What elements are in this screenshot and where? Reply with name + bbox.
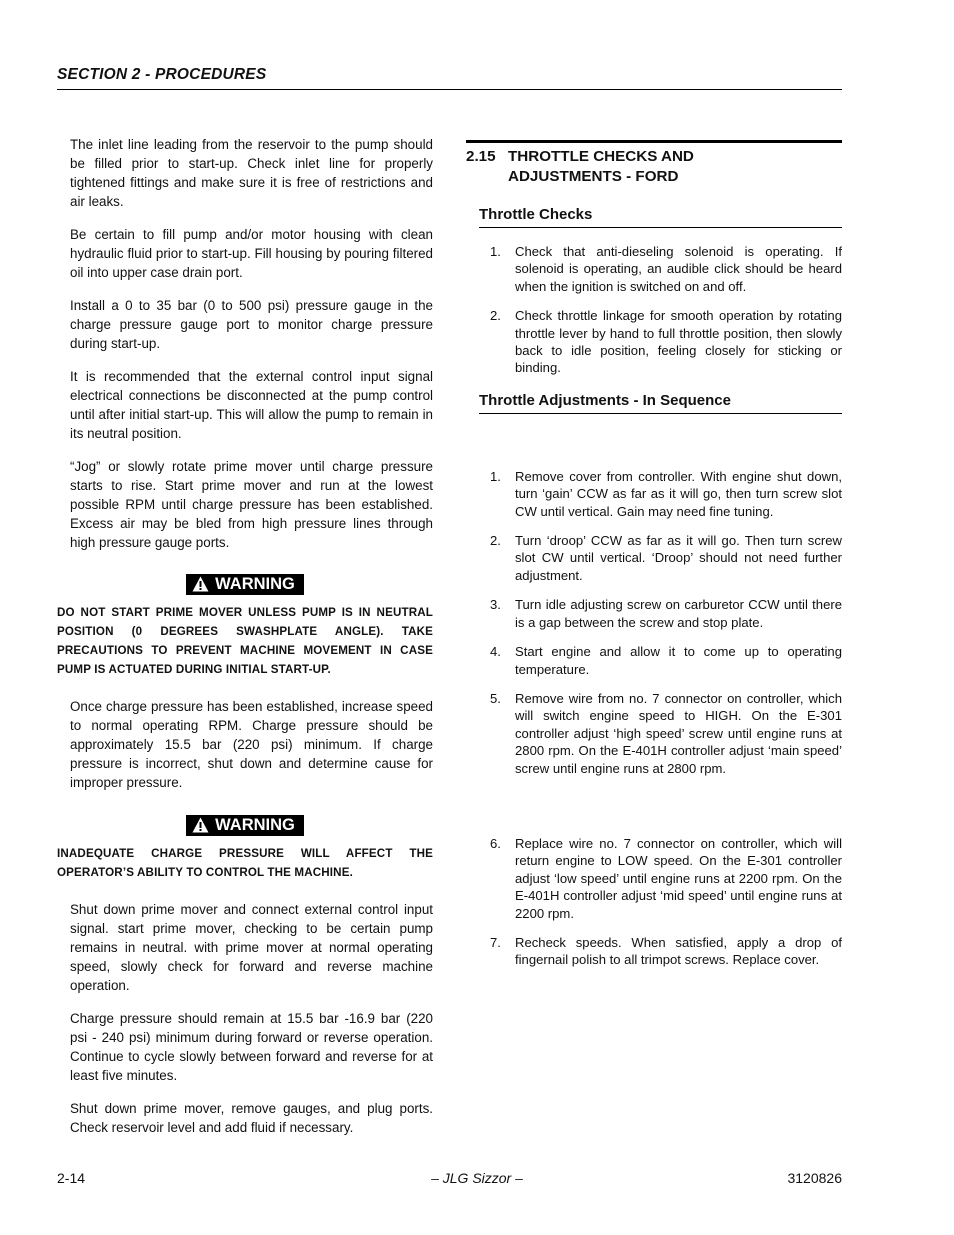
throttle-adjustments-heading: Throttle Adjustments - In Sequence	[479, 392, 842, 414]
paragraph-inlet-line: The inlet line leading from the reservoir to the pump should be filled prior to start-up. Check inlet line for properly tightened fittings and make sure it is free of restrictions and air leaks.	[70, 137, 433, 209]
warning-badge	[186, 574, 304, 595]
footer-title: – JLG Sizzor –	[431, 1170, 523, 1186]
section-heading	[466, 147, 842, 187]
list-item	[490, 468, 842, 520]
list-item	[490, 643, 842, 678]
list-item	[490, 243, 842, 295]
warning-triangle-icon	[192, 576, 209, 592]
warning-badge	[186, 815, 304, 836]
item-number: 5.	[490, 690, 501, 706]
list-item	[490, 596, 842, 631]
item-text: Recheck speeds. When satisfied, apply a drop of fingernail polish to all trimpot screws. Replace cover.	[515, 934, 842, 968]
item-number: 7.	[490, 934, 501, 950]
throttle-adjustments-list-b	[490, 835, 842, 969]
section-number: 2.15	[466, 148, 496, 165]
section-title-line2: ADJUSTMENTS - FORD	[508, 168, 679, 185]
item-text: Turn idle adjusting screw on carburetor CCW until there is a gap between the screw and stop plate.	[515, 597, 842, 630]
item-text: Start engine and allow it to come up to operating temperature.	[515, 644, 842, 677]
throttle-checks-list	[490, 243, 842, 377]
paragraph-shut-down-connect: Shut down prime mover and connect external control input signal. start prime mover, checking to be certain pump remains in neutral. with prime mover at normal operating speed, slowly check for forward and reverse machine operation.	[70, 902, 433, 993]
warning-text: DO NOT START PRIME MOVER UNLESS PUMP IS IN NEUTRAL POSITION (0 DEGREES SWASHPLATE ANGLE). TAKE PRECAUTIONS TO PREVENT MACHINE MOVEMENT IN CASE PUMP IS ACTUATED DURING INITIAL START-UP.	[57, 606, 433, 676]
warning-triangle-icon	[192, 817, 209, 833]
left-column-bottom	[70, 900, 433, 1151]
paragraph-charge-pressure: Once charge pressure has been established, increase speed to normal operating RPM. Charge pressure should be approximately 15.5 bar (220 psi) minimum. If charge pressure is incorrect, shut down and determine cause for improper pressure.	[70, 699, 433, 790]
list-item	[490, 934, 842, 969]
footer-page-number: 2-14	[57, 1170, 86, 1186]
item-number: 2.	[490, 533, 501, 549]
warning-label: WARNING	[215, 816, 295, 834]
item-number: 1.	[490, 244, 501, 259]
item-number: 3.	[490, 597, 501, 613]
throttle-checks-heading: Throttle Checks	[479, 206, 842, 228]
item-text: Remove cover from controller. With engine shut down, turn ‘gain’ CCW as far as it will go, then turn screw slot CW until vertical. Gain may need fine tuning.	[515, 468, 842, 519]
item-number: 2.	[490, 308, 501, 324]
item-text: Remove wire from no. 7 connector on controller, which will switch engine speed to HIGH. On the E-301 controller adjust ‘high speed’ screw until engine runs at 2800 rpm. On the E-401H controller adjust ‘main speed’ screw until engine runs at 2800 rpm.	[515, 690, 842, 776]
item-number: 6.	[490, 835, 501, 851]
paragraph-remove-gauges: Shut down prime mover, remove gauges, and plug ports. Check reservoir level and add fluid if necessary.	[70, 1101, 433, 1135]
footer-doc-number: 3120826	[787, 1170, 842, 1186]
item-number: 1.	[490, 468, 501, 484]
paragraph-jog-prime-mover: “Jog” or slowly rotate prime mover until charge pressure starts to rise. Start prime mover and run at the lowest possible RPM until charge pressure has been established. Excess air may be bled from high pressure lines through high pressure gauge ports.	[70, 459, 433, 550]
left-column-middle	[70, 697, 433, 806]
section-title	[508, 147, 694, 187]
section-rule	[466, 140, 842, 143]
item-text: Replace wire no. 7 connector on controller, which will return engine to LOW speed. On the E-301 controller adjust ‘low speed’ until engine runs at 2200 rpm. On the E-401H controller adjust ‘mid speed’ until engine runs at 2200 rpm.	[515, 835, 842, 921]
paragraph-charge-remain: Charge pressure should remain at 15.5 bar -16.9 bar (220 psi - 240 psi) minimum during forward or reverse operation. Continue to cycle slowly between forward and reverse for at least five minutes.	[70, 1011, 433, 1083]
section-title-line1: THROTTLE CHECKS AND	[508, 148, 694, 165]
list-item	[490, 690, 842, 777]
throttle-adjustments-list-a	[490, 468, 842, 777]
warning-block-1	[57, 574, 433, 679]
paragraph-pressure-gauge: Install a 0 to 35 bar (0 to 500 psi) pressure gauge in the charge pressure gauge port to monitor charge pressure during start-up.	[70, 298, 433, 351]
left-column	[70, 135, 433, 566]
list-item	[490, 307, 842, 377]
list-item	[490, 532, 842, 584]
warning-text: INADEQUATE CHARGE PRESSURE WILL AFFECT THE OPERATOR’S ABILITY TO CONTROL THE MACHINE.	[57, 847, 433, 879]
paragraph-control-input: It is recommended that the external control input signal electrical connections be disconnected at the pump control until after initial start-up. This will allow the pump to remain in its neutral position.	[70, 369, 433, 441]
warning-block-2	[57, 815, 433, 882]
item-text: Turn ‘droop’ CCW as far as it will go. Then turn screw slot CW until vertical. ‘Droop’ should not need further adjustment.	[515, 533, 842, 583]
item-text: Check that anti-dieseling solenoid is operating. If solenoid is operating, an audible click should be heard when the ignition is switched on and off.	[515, 244, 842, 294]
header-rule	[57, 89, 842, 90]
item-text: Check throttle linkage for smooth operation by rotating throttle lever by hand to full throttle position, then slowly back to idle position, feeling closely for sticking or binding.	[515, 308, 842, 376]
list-item	[490, 835, 842, 922]
paragraph-fill-housing: Be certain to fill pump and/or motor housing with clean hydraulic fluid prior to start-up. Fill housing by pouring filtered oil into upper case drain port.	[70, 227, 433, 280]
section-header-title: SECTION 2 - PROCEDURES	[57, 66, 267, 83]
right-column	[466, 140, 842, 981]
warning-label: WARNING	[215, 575, 295, 593]
item-number: 4.	[490, 644, 501, 660]
